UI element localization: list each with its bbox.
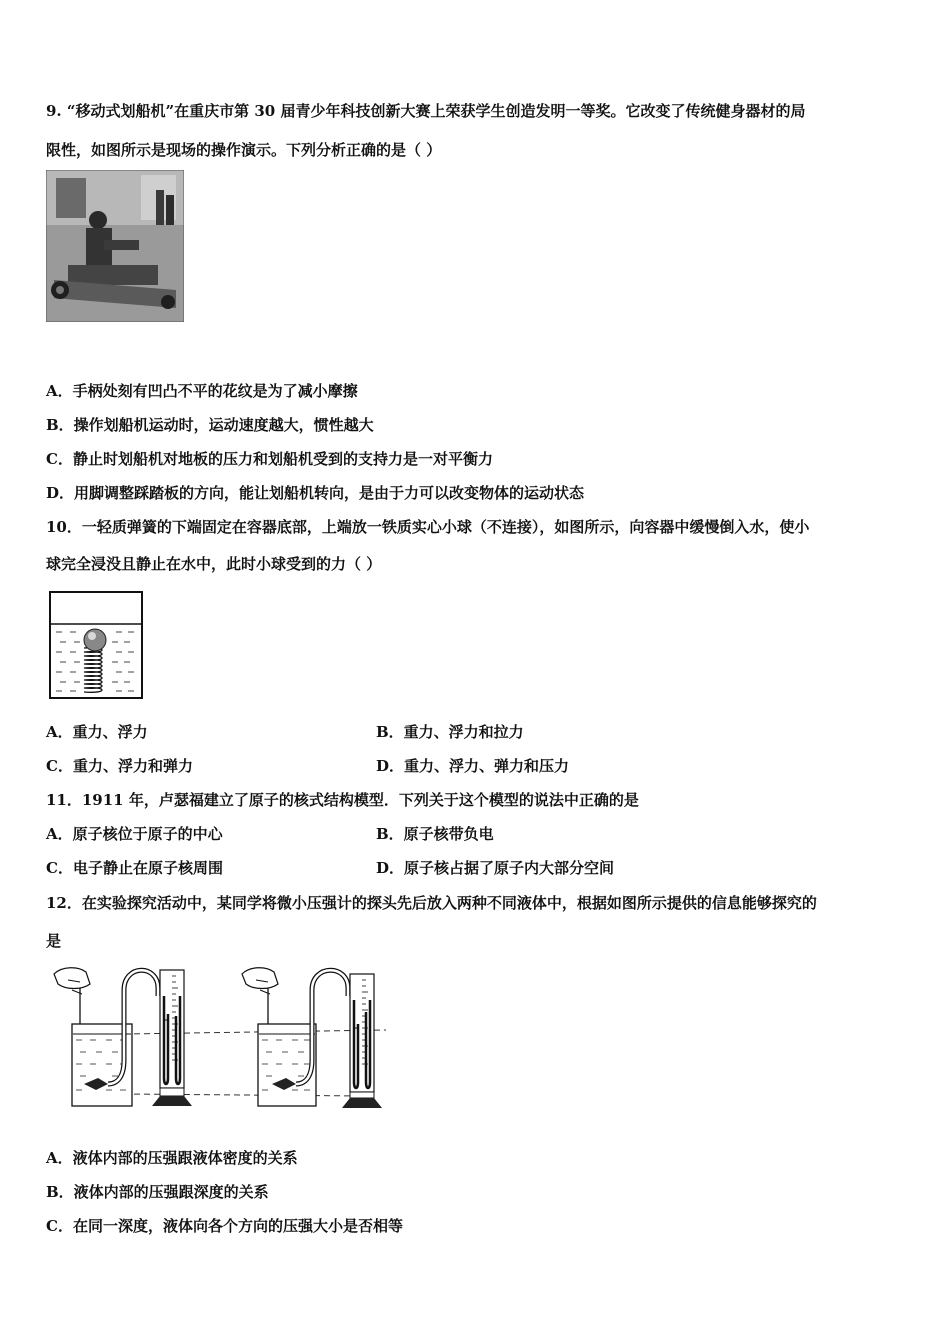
pressure-gauge-experiment-diagram [46, 960, 392, 1116]
q10-option-d: D．重力、浮力、弹力和压力 [376, 757, 570, 775]
q10-option-c: C．重力、浮力和弹力 [46, 757, 193, 775]
q12-stem-line1: 12．在实验探究活动中，某同学将微小压强计的探头先后放入两种不同液体中，根据如图所示提供的信息能够探究的 [46, 894, 817, 912]
q11-option-b: B．原子核带负电 [376, 825, 494, 843]
q12-option-b: B．液体内部的压强跟深度的关系 [46, 1183, 269, 1201]
q9-option-b: B．操作划船机运动时，运动速度越大，惯性越大 [46, 416, 374, 434]
q12-stem-line2: 是 [46, 932, 62, 950]
q11-option-a: A．原子核位于原子的中心 [46, 825, 223, 843]
q9-option-a: A．手柄处刻有凹凸不平的花纹是为了减小摩擦 [46, 382, 358, 400]
q9-stem-line2: 限性，如图所示是现场的操作演示。下列分析正确的是（ ） [46, 141, 442, 159]
q9-option-c: C．静止时划船机对地板的压力和划船机受到的支持力是一对平衡力 [46, 450, 493, 468]
spring-ball-container-diagram [48, 590, 144, 702]
q9-option-d: D．用脚调整踩踏板的方向，能让划船机转向，是由于力可以改变物体的运动状态 [46, 484, 585, 502]
q10-option-a: A．重力、浮力 [46, 723, 148, 741]
rowing-machine-photo [46, 170, 184, 322]
q11-stem: 11．1911 年，卢瑟福建立了原子的核式结构模型．下列关于这个模型的说法中正确的是 [46, 791, 639, 809]
q12-option-a: A．液体内部的压强跟液体密度的关系 [46, 1149, 298, 1167]
q11-option-c: C．电子静止在原子核周围 [46, 859, 223, 877]
q12-option-c: C．在同一深度，液体向各个方向的压强大小是否相等 [46, 1217, 403, 1235]
q10-option-b: B．重力、浮力和拉力 [376, 723, 524, 741]
q10-stem-line1: 10．一轻质弹簧的下端固定在容器底部，上端放一铁质实心小球（不连接），如图所示，向容器中缓慢倒入水，使小 [46, 518, 810, 536]
q9-stem-line1: 9. “移动式划船机”在重庆市第 30 届青少年科技创新大赛上荣获学生创造发明一等奖。它改变了传统健身器材的局 [46, 102, 806, 120]
q11-option-d: D．原子核占据了原子内大部分空间 [376, 859, 615, 877]
q10-stem-line2: 球完全浸没且静止在水中，此时小球受到的力（ ） [46, 555, 382, 573]
